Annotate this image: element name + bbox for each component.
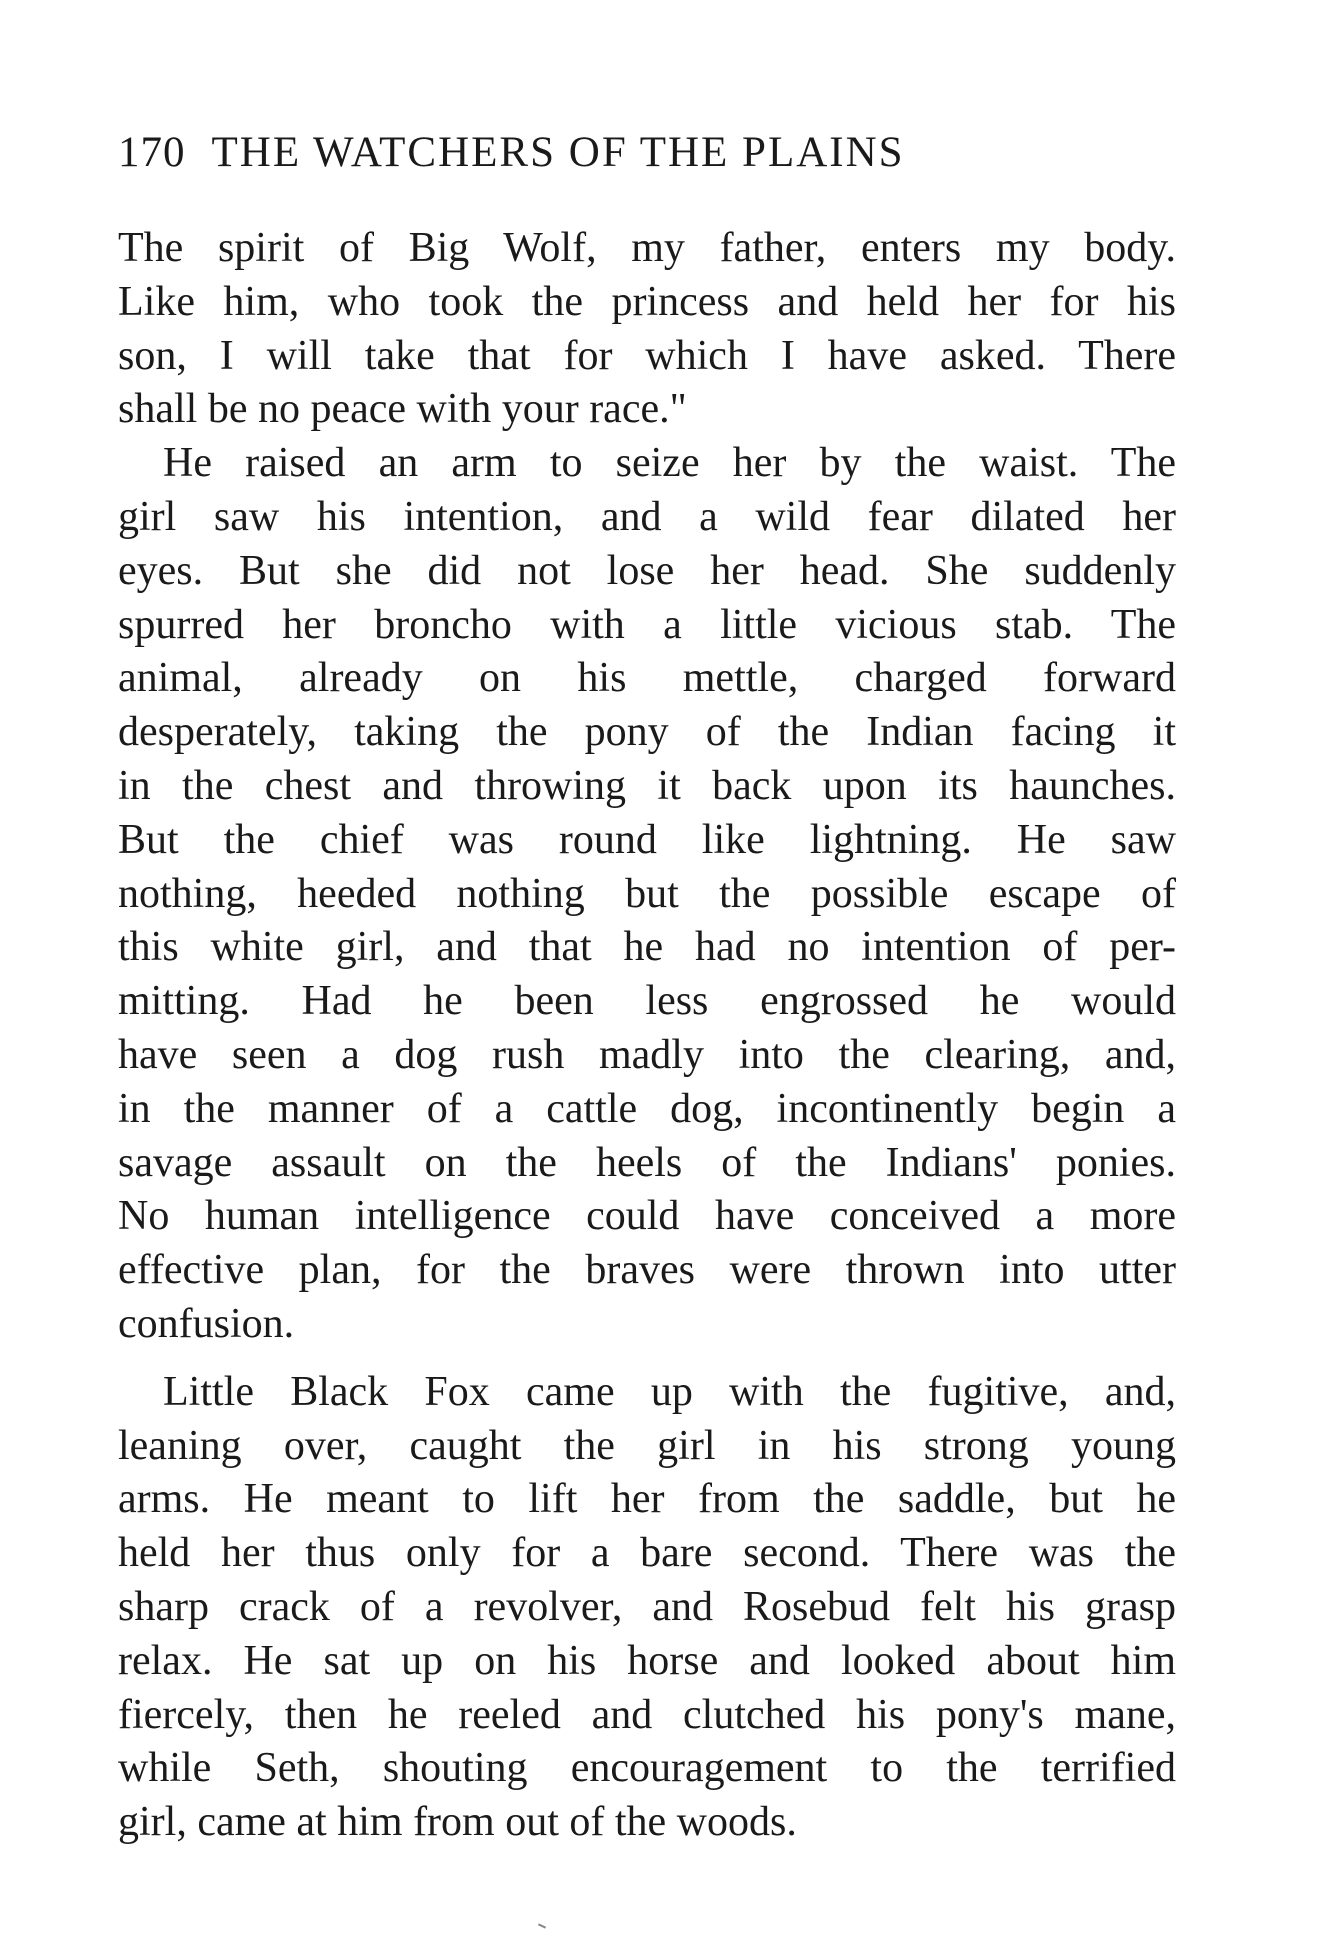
text-line: in the manner of a cattle dog, incontinently begin a (118, 1085, 1176, 1132)
text-line: held her thus only for a bare second. There was the (118, 1530, 1176, 1577)
text-line: No human intelligence could have conceived a more (118, 1193, 1176, 1240)
text-line: in the chest and throwing it back upon its haunches. (118, 762, 1176, 809)
text-line: son, I will take that for which I have asked. There (118, 332, 1176, 379)
text-line: have seen a dog rush madly into the clearing, and, (118, 1031, 1176, 1078)
paragraph-2 (118, 437, 1176, 1352)
body-text (118, 222, 1176, 1850)
text-line: girl, came at him from out of the woods. (118, 1799, 797, 1846)
text-line: Like him, who took the princess and held her for his (118, 278, 1176, 325)
text-line: mitting. Had he been less engrossed he would (118, 978, 1176, 1025)
text-line: confusion. (118, 1300, 295, 1347)
text-line: while Seth, shouting encouragement to the terrified (118, 1745, 1176, 1792)
text-line: leaning over, caught the girl in his strong young (118, 1422, 1176, 1469)
page-number: 170 (118, 129, 186, 176)
text-line: sharp crack of a revolver, and Rosebud felt his grasp (118, 1583, 1176, 1630)
paragraph-3 (118, 1366, 1176, 1850)
text-line: Little Black Fox came up with the fugitive, and, (163, 1368, 1176, 1415)
running-head (118, 128, 1058, 188)
text-line: desperately, taking the pony of the Indian facing it (118, 709, 1176, 756)
paragraph-1 (118, 222, 1176, 437)
text-line: nothing, heeded nothing but the possible escape of (118, 870, 1176, 917)
text-line: spurred her broncho with a little vicious stab. The (118, 601, 1176, 648)
text-line: effective plan, for the braves were thrown into utter (118, 1247, 1176, 1294)
print-speck (538, 1923, 546, 1928)
text-line: The spirit of Big Wolf, my father, enters my body. (118, 225, 1176, 271)
text-line: savage assault on the heels of the Indians' ponies. (118, 1139, 1176, 1186)
text-line: arms. He meant to lift her from the saddle, but he (118, 1476, 1176, 1523)
text-line: relax. He sat up on his horse and looked about him (118, 1637, 1176, 1684)
running-title: THE WATCHERS OF THE PLAINS (211, 129, 905, 176)
text-line: He raised an arm to seize her by the waist. The (163, 440, 1176, 487)
text-line: eyes. But she did not lose her head. She suddenly (118, 547, 1176, 594)
text-line: girl saw his intention, and a wild fear dilated her (118, 493, 1176, 540)
text-line: this white girl, and that he had no intention of per- (118, 924, 1176, 971)
text-line: animal, already on his mettle, charged forward (118, 655, 1176, 702)
text-line: shall be no peace with your race." (118, 386, 687, 433)
text-line: But the chief was round like lightning. He saw (118, 816, 1176, 863)
text-line: fiercely, then he reeled and clutched his pony's mane, (118, 1691, 1176, 1738)
